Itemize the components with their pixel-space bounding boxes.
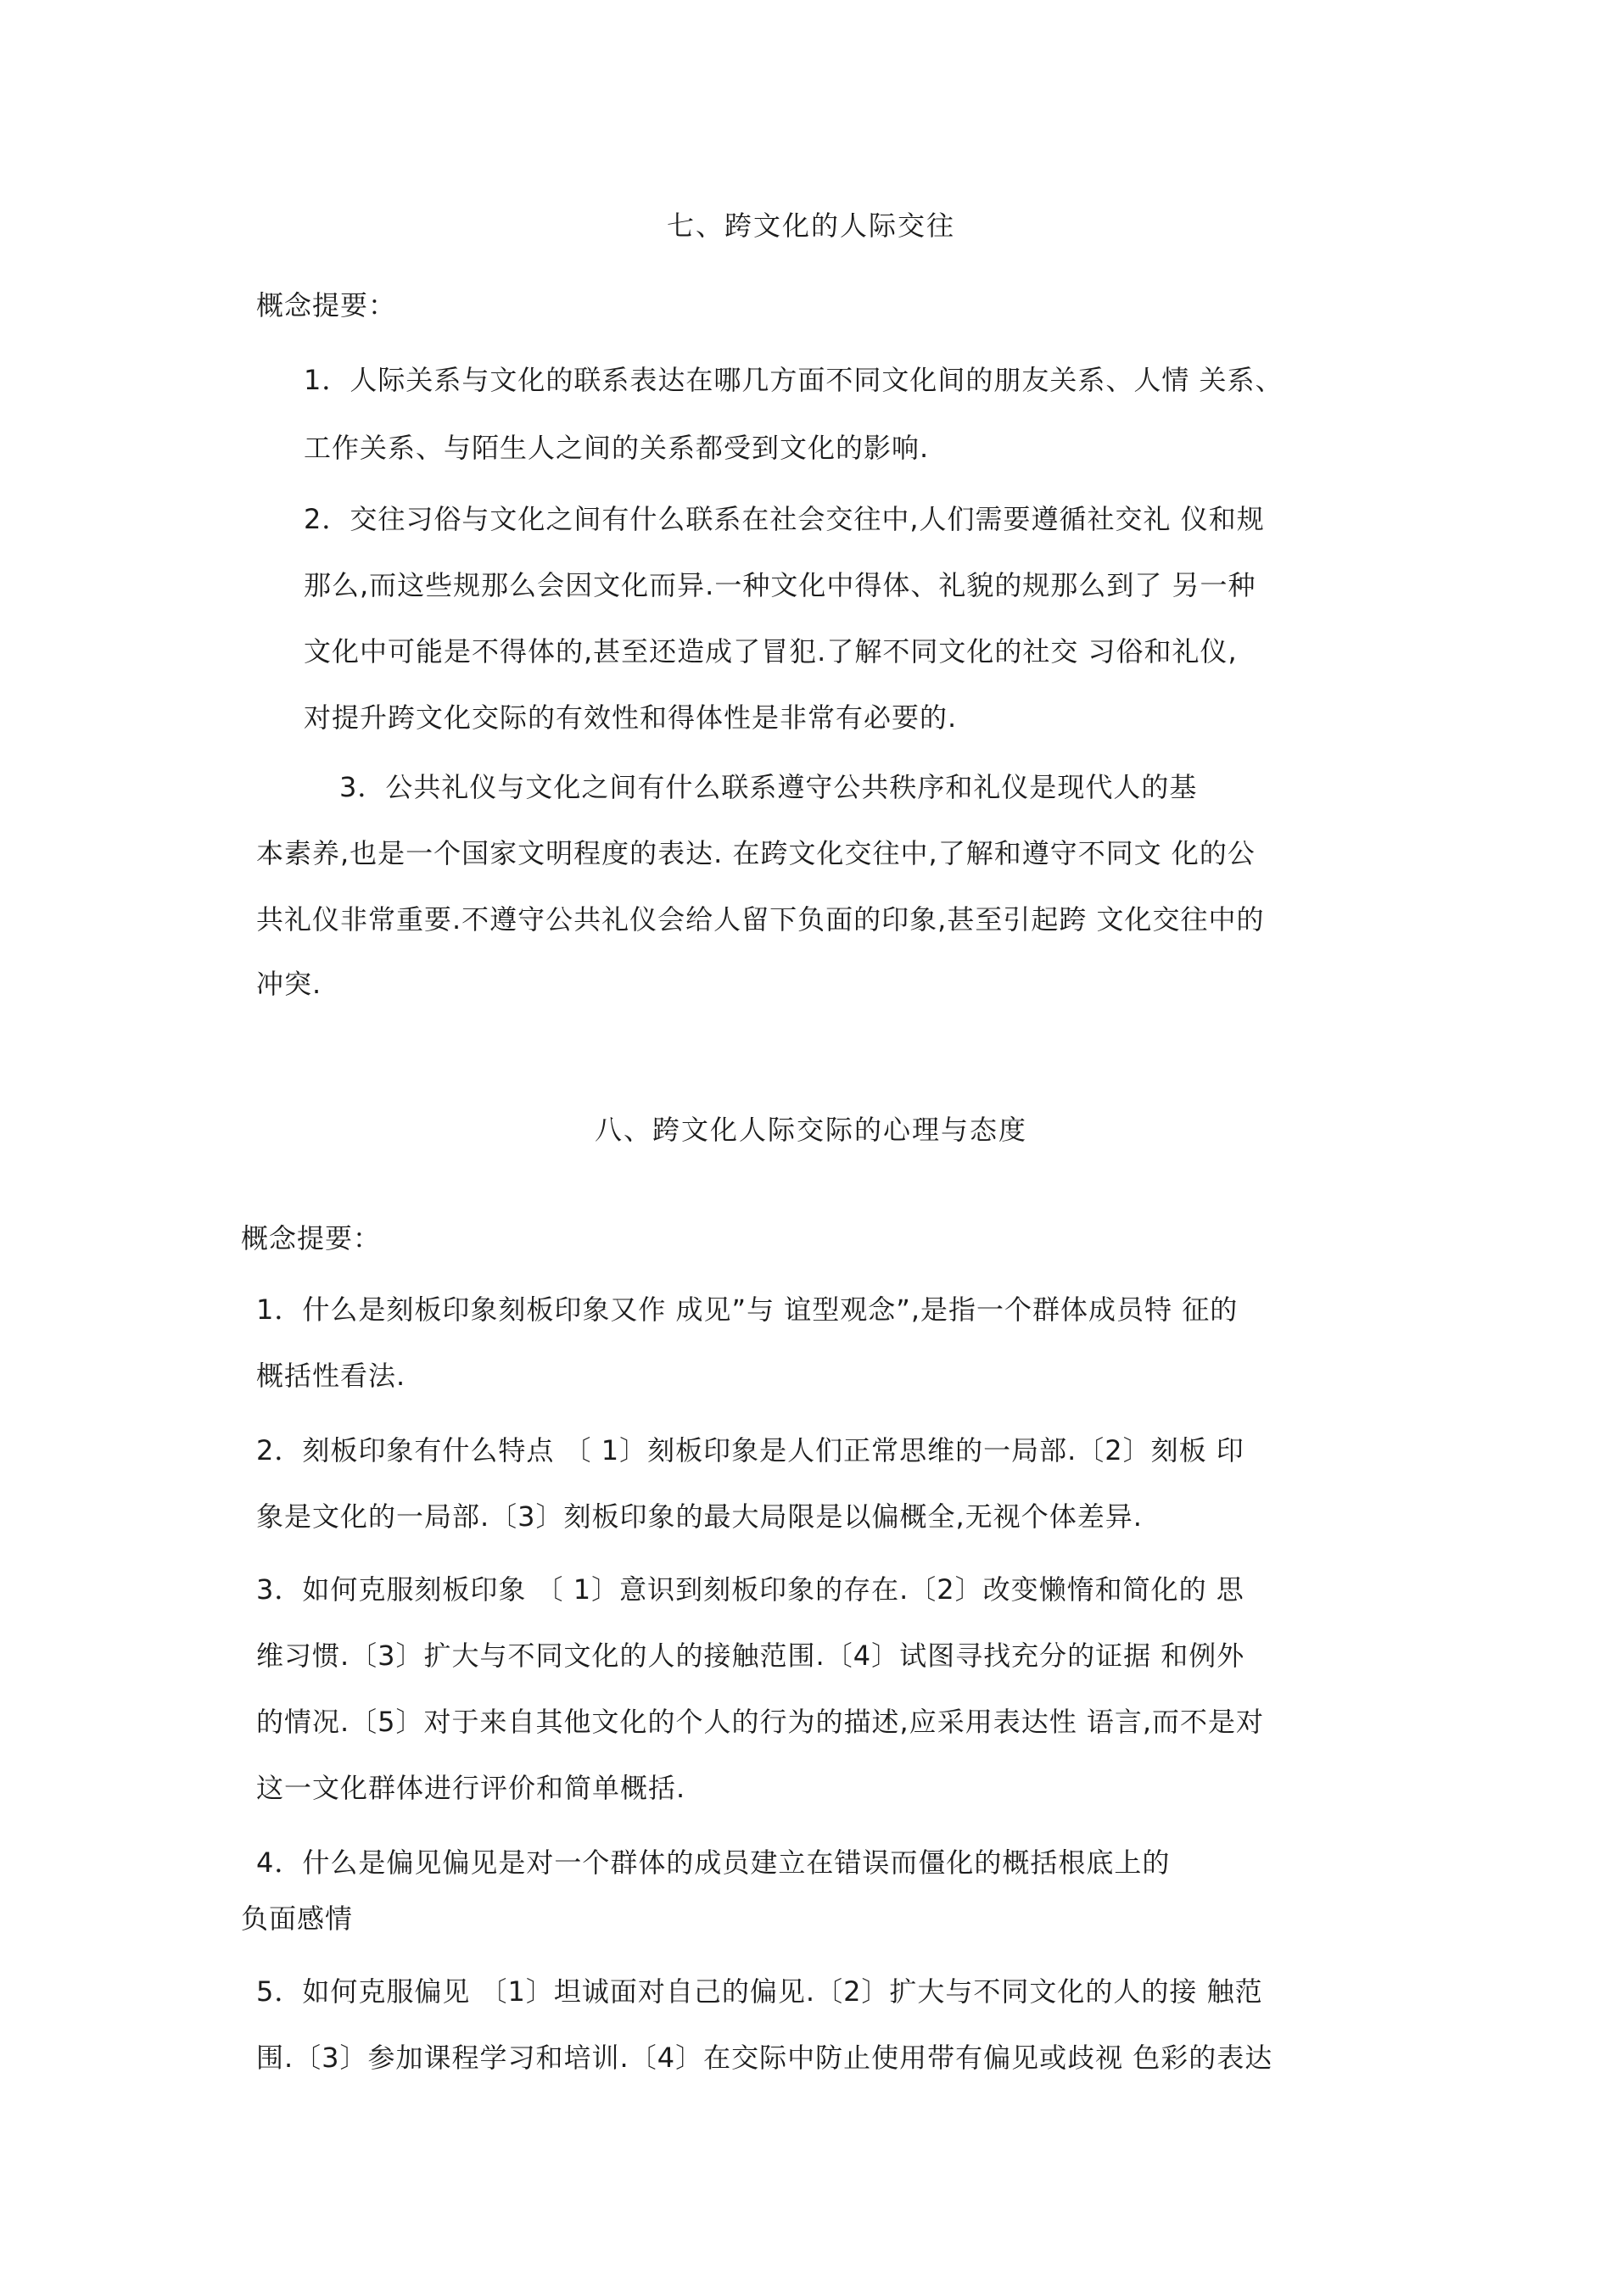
section-7-label: 概念提要： (256, 289, 397, 321)
s7-p3-line-3: 共礼仪非常重要.不遵守公共礼仪会给人留下负面的印象,甚至引起跨 文化交往中的 (256, 903, 1265, 936)
s8-p4-line-2: 负面感情 (241, 1902, 354, 1935)
s7-p2-line-1: 2．交往习俗与文化之间有什么联系在社会交往中,人们需要遵循社交礼 仪和规 (304, 503, 1265, 535)
s7-p1-line-1: 1．人际关系与文化的联系表达在哪几方面不同文化间的朋友关系、人情 关系、 (304, 364, 1284, 396)
s8-p1-line-2: 概括性看法. (256, 1360, 406, 1392)
s8-p2-line-1: 2．刻板印象有什么特点 〔 1〕刻板印象是人们正常思维的一局部.〔2〕刻板 印 (256, 1434, 1244, 1466)
s8-p3-line-1: 3．如何克服刻板印象 〔 1〕意识到刻板印象的存在.〔2〕改变懒惰和简化的 思 (256, 1573, 1244, 1606)
s8-p3-line-3: 的情况.〔5〕对于来自其他文化的个人的行为的描述,应采用表达性 语言,而不是对 (256, 1706, 1265, 1738)
s8-p5-line-2: 围.〔3〕参加课程学习和培训.〔4〕在交际中防止使用带有偏见或歧视 色彩的表达 (256, 2042, 1273, 2074)
s7-p3-line-2: 本素养,也是一个国家文明程度的表达. 在跨文化交往中,了解和遵守不同文 化的公 (256, 837, 1256, 869)
s8-p4-line-1: 4．什么是偏见偏见是对一个群体的成员建立在错误而僵化的概括根底上的 (256, 1846, 1171, 1879)
s8-p3-line-4: 这一文化群体进行评价和简单概括. (256, 1772, 686, 1804)
s7-p2-line-3: 文化中可能是不得体的,甚至还造成了冒犯.了解不同文化的社交 习俗和礼仪, (304, 635, 1238, 668)
s7-p1-line-2: 工作关系、与陌生人之间的关系都受到文化的影响. (304, 432, 930, 464)
section-7-title: 七、跨文化的人际交往 (666, 209, 955, 242)
s7-p3-line-1: 3．公共礼仪与文化之间有什么联系遵守公共秩序和礼仪是现代人的基 (339, 771, 1198, 803)
s8-p1-line-1: 1．什么是刻板印象刻板印象又作 成见”与 谊型观念”,是指一个群体成员特 征的 (256, 1293, 1239, 1326)
s8-p5-line-1: 5．如何克服偏见 〔1〕坦诚面对自己的偏见.〔2〕扩大与不同文化的人的接 触范 (256, 1975, 1263, 2008)
section-8-title: 八、跨文化人际交际的心理与态度 (594, 1114, 1027, 1146)
s8-p3-line-2: 维习惯.〔3〕扩大与不同文化的人的接触范围.〔4〕试图寻找充分的证据 和例外 (256, 1640, 1245, 1672)
s8-p2-line-2: 象是文化的一局部.〔3〕刻板印象的最大局限是以偏概全,无视个体差异. (256, 1500, 1143, 1533)
section-8-label: 概念提要： (241, 1222, 382, 1254)
s7-p3-line-4: 冲突. (256, 968, 322, 1000)
s7-p2-line-2: 那么,而这些规那么会因文化而异.一种文化中得体、礼貌的规那么到了 另一种 (304, 569, 1256, 601)
s7-p2-line-4: 对提升跨文化交际的有效性和得体性是非常有必要的. (304, 701, 958, 734)
